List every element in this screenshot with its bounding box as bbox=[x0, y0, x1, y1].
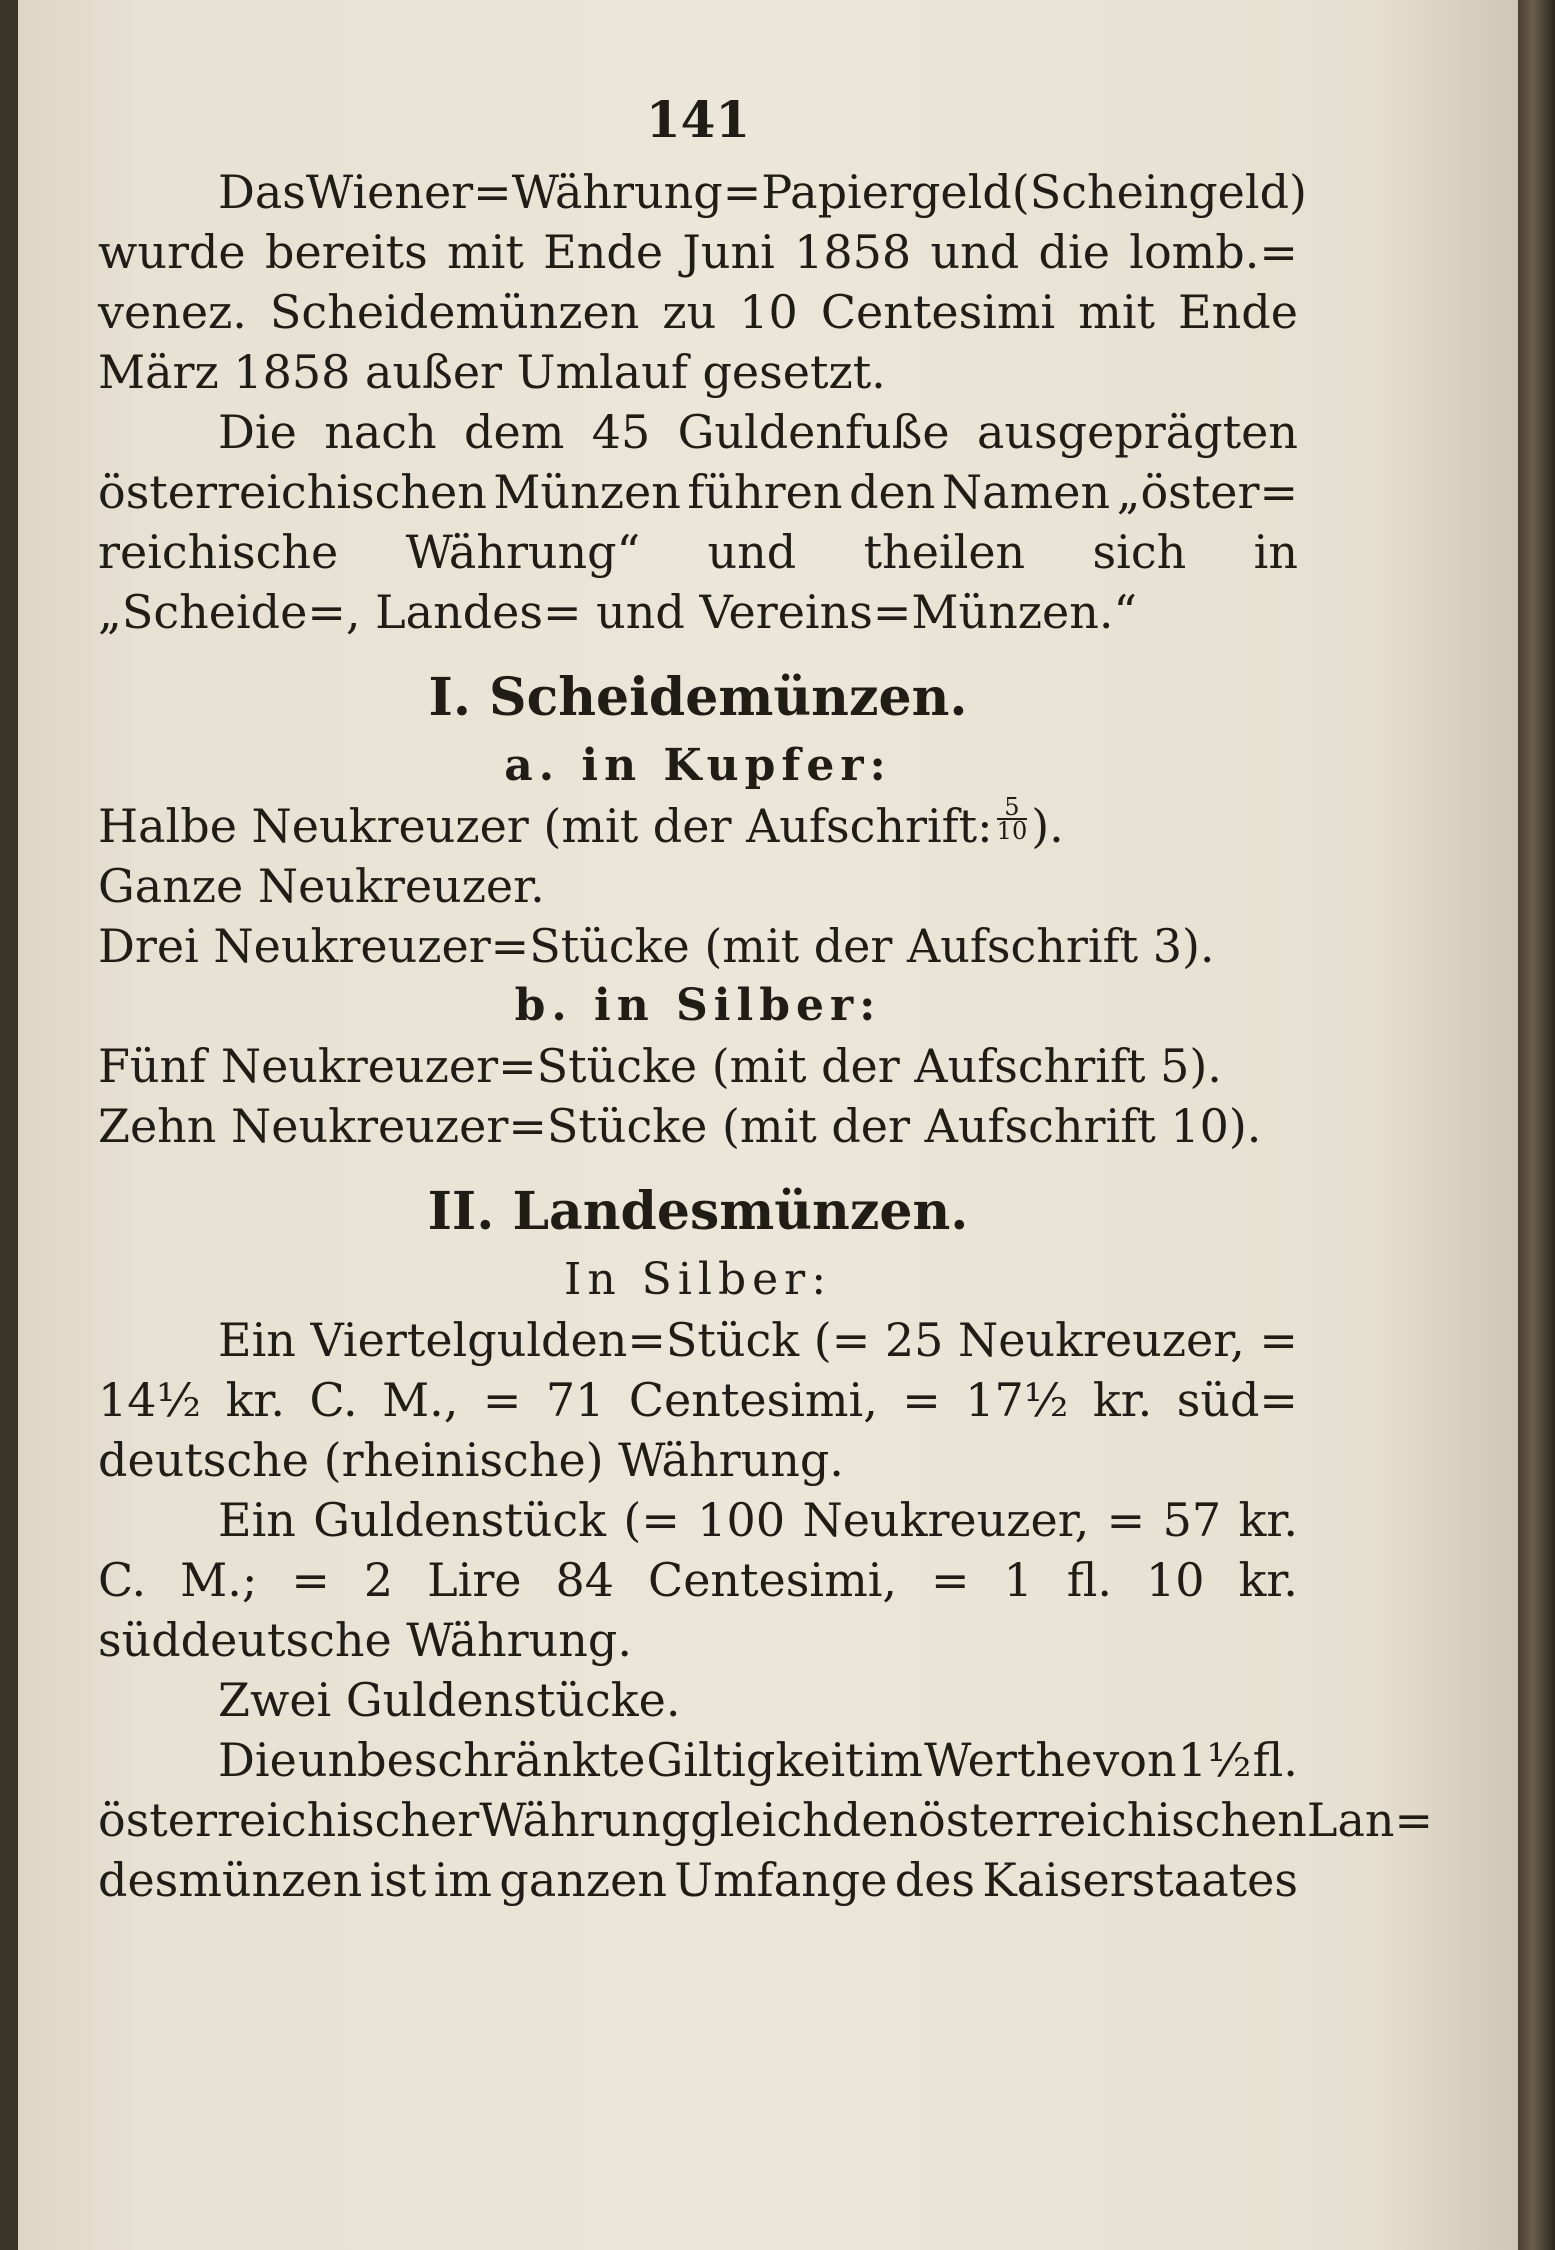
paragraph-viertelgulden bbox=[98, 1310, 1298, 1490]
page-number: 141 bbox=[645, 90, 751, 149]
text-line: Zwei Guldenstücke. bbox=[218, 1673, 681, 1727]
text-line: März 1858 außer Umlauf gesetzt. bbox=[98, 345, 886, 399]
paragraph-zwei-guldenstuecke bbox=[98, 1670, 1298, 1730]
page-text bbox=[98, 90, 1434, 1910]
list-item: Zehn Neukreuzer=Stücke (mit der Aufschrift 10). bbox=[98, 1099, 1262, 1153]
book-edge bbox=[1518, 0, 1555, 2250]
paragraph-1 bbox=[98, 162, 1307, 402]
text-line: Ein Viertelgulden=Stück (= 25 Neukreuzer, = bbox=[218, 1313, 1298, 1367]
book-page bbox=[18, 0, 1518, 2250]
text-line: 14½ kr. C. M., = 71 Centesimi, = 17½ kr. süd= bbox=[98, 1373, 1298, 1427]
list-item bbox=[98, 793, 1298, 856]
text-line: österreichischen Münzen führen den Namen „öster= bbox=[98, 465, 1298, 519]
paragraph-giltigkeit bbox=[98, 1730, 1434, 1910]
text-line: deutsche (rheinische) Währung. bbox=[98, 1433, 844, 1487]
fraction-denominator: 10 bbox=[996, 817, 1028, 845]
text-line: süddeutsche Währung. bbox=[98, 1613, 632, 1667]
fraction-numerator: 5 bbox=[997, 796, 1028, 820]
list-item: Ganze Neukreuzer. bbox=[98, 859, 545, 913]
paragraph-2 bbox=[98, 402, 1298, 642]
text-line: Ein Guldenstück (= 100 Neukreuzer, = 57 kr. bbox=[218, 1493, 1298, 1547]
text-line: österreichischer Währung gleich den österreichischen Lan= bbox=[98, 1793, 1434, 1847]
text-line: wurde bereits mit Ende Juni 1858 und die lomb.= bbox=[98, 225, 1298, 279]
text-line: Das Wiener=Währung=Papiergeld (Scheingeld) bbox=[218, 165, 1307, 219]
subheading-silber: b. in Silber: bbox=[514, 980, 882, 1031]
text-line: desmünzen ist im ganzen Umfange des Kaiserstaates bbox=[98, 1853, 1298, 1907]
list-item: Drei Neukreuzer=Stücke (mit der Aufschrift 3). bbox=[98, 919, 1215, 973]
text-line: C. M.; = 2 Lire 84 Centesimi, = 1 fl. 10 kr. bbox=[98, 1553, 1298, 1607]
paragraph-guldenstueck bbox=[98, 1490, 1298, 1670]
fraction bbox=[996, 793, 1028, 856]
text-line: „Scheide=, Landes= und Vereins=Münzen.“ bbox=[98, 585, 1137, 639]
text-line: Die nach dem 45 Guldenfuße ausgeprägten bbox=[218, 405, 1298, 459]
text-line: venez. Scheidemünzen zu 10 Centesimi mit Ende bbox=[98, 285, 1298, 339]
section-heading-landesmuenzen: II. Landesmünzen. bbox=[427, 1181, 969, 1242]
item-text: Halbe Neukreuzer (mit der Aufschrift: bbox=[98, 799, 993, 853]
subheading-in-silber: In Silber: bbox=[563, 1254, 833, 1305]
book-gutter bbox=[0, 0, 18, 2250]
subheading-kupfer: a. in Kupfer: bbox=[504, 740, 892, 791]
section-heading-scheidemuenzen: I. Scheidemünzen. bbox=[428, 667, 968, 728]
text-line: Die unbeschränkte Giltigkeit im Werthe von 1½ fl. bbox=[218, 1733, 1298, 1787]
list-item: Fünf Neukreuzer=Stücke (mit der Aufschrift 5). bbox=[98, 1039, 1222, 1093]
item-text-end: ). bbox=[1031, 799, 1064, 853]
text-line: reichische Währung“ und theilen sich in bbox=[98, 525, 1298, 579]
